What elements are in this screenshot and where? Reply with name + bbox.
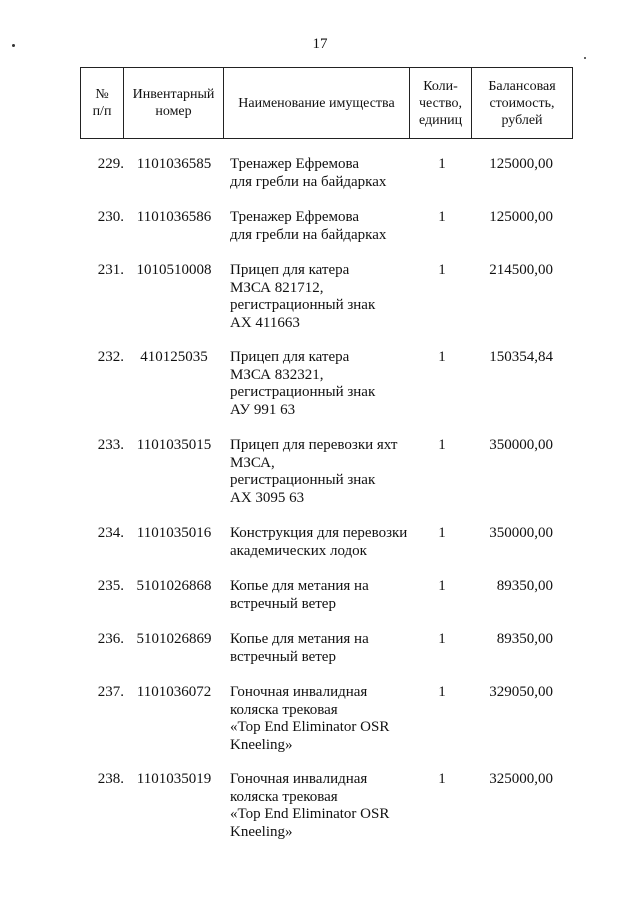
property-name	[230, 262, 420, 332]
property-name-line: АХ 3095 63	[230, 489, 305, 506]
inventory-number: 1101036586	[136, 209, 212, 225]
property-name-line: коляска трековая	[230, 788, 338, 805]
property-name-line: МЗСА 821712,	[230, 279, 324, 296]
property-name-line: Конструкция для перевозки	[230, 525, 408, 541]
property-name-line: академических лодок	[230, 542, 367, 559]
balance-cost: 350000,00	[489, 437, 553, 453]
quantity: 1	[438, 209, 446, 225]
balance-cost: 89350,00	[496, 578, 553, 594]
quantity: 1	[438, 631, 446, 647]
property-name-line: Прицеп для катера	[230, 262, 350, 278]
property-name-line: МЗСА,	[230, 454, 275, 471]
property-name-line: Тренажер Ефремова	[230, 209, 360, 225]
header-inventory-number: Инвентарный номер	[124, 68, 224, 139]
balance-cost: 350000,00	[489, 525, 553, 541]
inventory-number: 1101035019	[136, 771, 212, 787]
balance-cost: 125000,00	[489, 209, 553, 225]
property-name-line: для гребли на байдарках	[230, 226, 387, 243]
balance-cost: 329050,00	[489, 684, 553, 700]
balance-cost: 325000,00	[489, 771, 553, 787]
property-name-line: Kneeling»	[230, 736, 293, 753]
inventory-number: 5101026868	[136, 578, 212, 594]
property-name	[230, 631, 420, 666]
property-name-line: «Top End Eliminator OSR	[230, 806, 390, 822]
property-name-line: регистрационный знак	[230, 297, 376, 313]
property-name-line: коляска трековая	[230, 701, 338, 718]
quantity: 1	[438, 525, 446, 541]
property-name	[230, 209, 420, 244]
inventory-number: 1101035015	[136, 437, 212, 453]
quantity: 1	[438, 349, 446, 365]
property-name	[230, 437, 420, 507]
quantity: 1	[438, 578, 446, 594]
property-name	[230, 156, 420, 191]
row-number: 229.	[97, 156, 124, 172]
property-name	[230, 525, 420, 560]
property-name	[230, 578, 420, 613]
quantity: 1	[438, 437, 446, 453]
inventory-number: 1010510008	[136, 262, 212, 278]
row-number: 230.	[97, 209, 124, 225]
row-number: 236.	[97, 631, 124, 647]
header-property-name: Наименование имущества	[224, 68, 410, 139]
quantity: 1	[438, 262, 446, 278]
quantity: 1	[438, 156, 446, 172]
inventory-number: 410125035	[140, 349, 208, 365]
property-name-line: Копье для метания на	[230, 578, 369, 594]
property-name-line: МЗСА 832321,	[230, 366, 324, 383]
balance-cost: 150354,84	[489, 349, 553, 365]
property-name-line: АУ 991 63	[230, 401, 296, 418]
property-name	[230, 349, 420, 419]
property-name-line: Гоночная инвалидная	[230, 684, 368, 700]
header-quantity: Коли- чество, единиц	[410, 68, 472, 139]
row-number: 234.	[97, 525, 124, 541]
page-number: 17	[312, 36, 328, 52]
balance-cost: 125000,00	[489, 156, 553, 172]
row-number: 237.	[97, 684, 124, 700]
property-name-line: «Top End Eliminator OSR	[230, 719, 390, 735]
property-name-line: Прицеп для катера	[230, 349, 350, 365]
property-name	[230, 771, 420, 841]
property-name-line: Копье для метания на	[230, 631, 369, 647]
property-name-line: регистрационный знак	[230, 472, 376, 488]
property-name-line: встречный ветер	[230, 648, 336, 665]
balance-cost: 214500,00	[489, 262, 553, 278]
row-number: 238.	[97, 771, 124, 787]
property-name-line: Гоночная инвалидная	[230, 771, 368, 787]
property-name-line: Прицеп для перевозки яхт	[230, 437, 398, 453]
property-name-line: регистрационный знак	[230, 384, 376, 400]
header-number: № п/п	[81, 68, 124, 139]
property-name	[230, 684, 420, 754]
row-number: 235.	[97, 578, 124, 594]
inventory-number: 1101036072	[136, 684, 212, 700]
property-name-line: АХ 411663	[230, 314, 300, 331]
quantity: 1	[438, 771, 446, 787]
property-name-line: для гребли на байдарках	[230, 173, 387, 190]
row-number: 231.	[97, 262, 124, 278]
quantity: 1	[438, 684, 446, 700]
property-name-line: Kneeling»	[230, 823, 293, 840]
property-name-line: Тренажер Ефремова	[230, 156, 360, 172]
scan-speck	[12, 44, 15, 47]
inventory-number: 1101036585	[136, 156, 212, 172]
table-header	[80, 67, 573, 139]
header-balance-cost: Балансовая стоимость, рублей	[472, 68, 573, 139]
property-name-line: встречный ветер	[230, 595, 336, 612]
balance-cost: 89350,00	[496, 631, 553, 647]
row-number: 233.	[97, 437, 124, 453]
inventory-number: 5101026869	[136, 631, 212, 647]
scan-speck	[584, 57, 586, 59]
row-number: 232.	[97, 349, 124, 365]
inventory-number: 1101035016	[136, 525, 212, 541]
